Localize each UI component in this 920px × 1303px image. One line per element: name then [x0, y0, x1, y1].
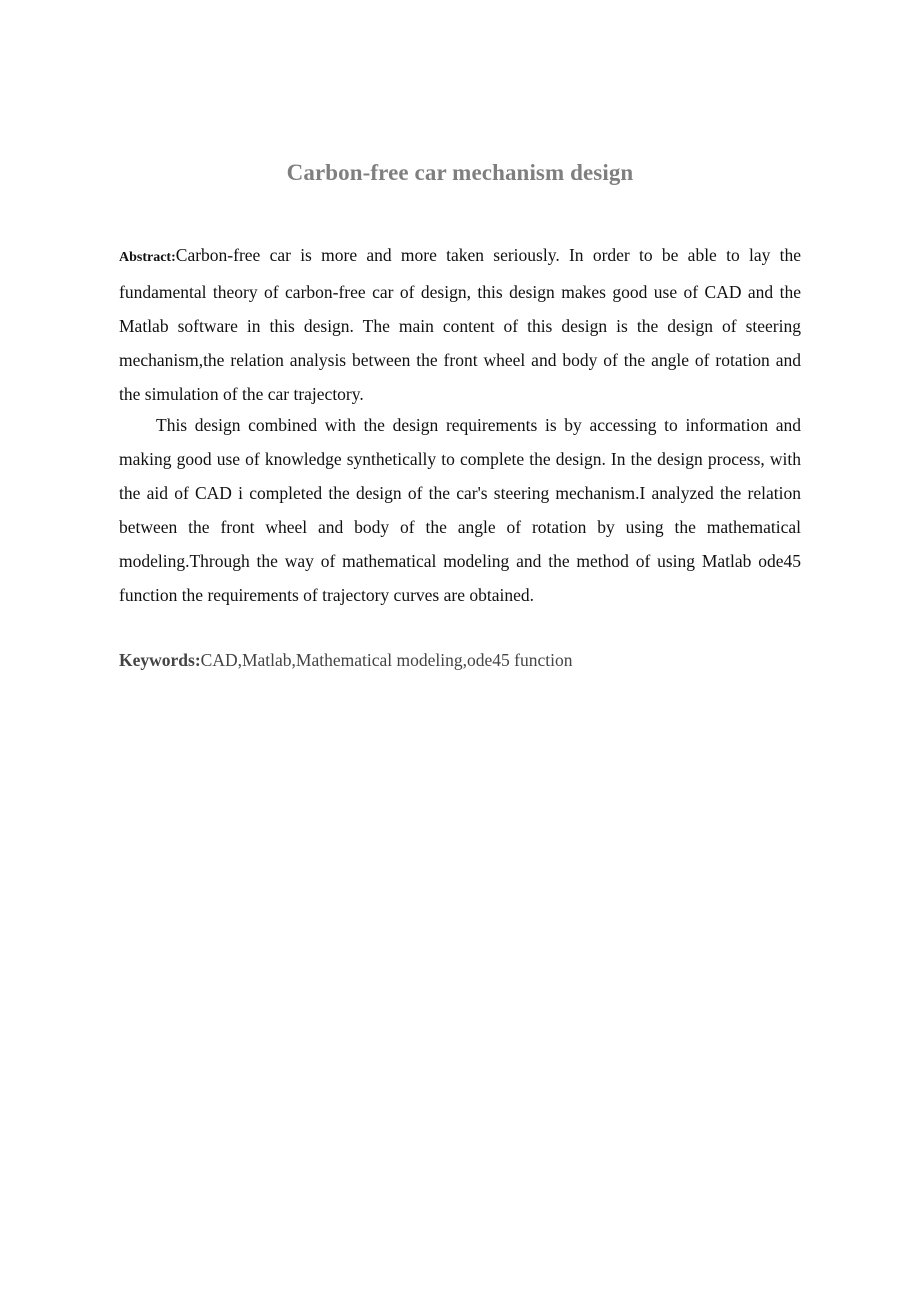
abstract-second-paragraph: This design combined with the design requirements is by accessing to information and making good use of knowledge synthetically to complete the design. In the design process, with the aid of CAD i completed the design of the car's steering mechanism.I analyzed the relation between the front wheel and body of the angle of rotation by using the mathematical modeling.Through the way of mathematical modeling and the method of using Matlab ode45 function the requirements of trajectory curves are obtained. [119, 415, 801, 605]
keywords-line [119, 646, 801, 674]
keywords-label: Keywords: [119, 650, 201, 670]
document-title: Carbon-free car mechanism design [286, 160, 634, 185]
keywords-text: CAD,Matlab,Mathematical modeling,ode45 function [200, 650, 573, 670]
abstract-text: Carbon-free car is more and more taken seriously. In order to be able to lay the fundamental theory of carbon-free car of design, this design makes good use of CAD and the Matlab software in this design. The main content of this design is the design of steering mechanism,the relation analysis between the front wheel and body of the angle of rotation and the simulation of the car trajectory. [119, 245, 801, 404]
abstract-label: Abstract: [119, 250, 176, 265]
abstract-paragraph [119, 238, 801, 411]
